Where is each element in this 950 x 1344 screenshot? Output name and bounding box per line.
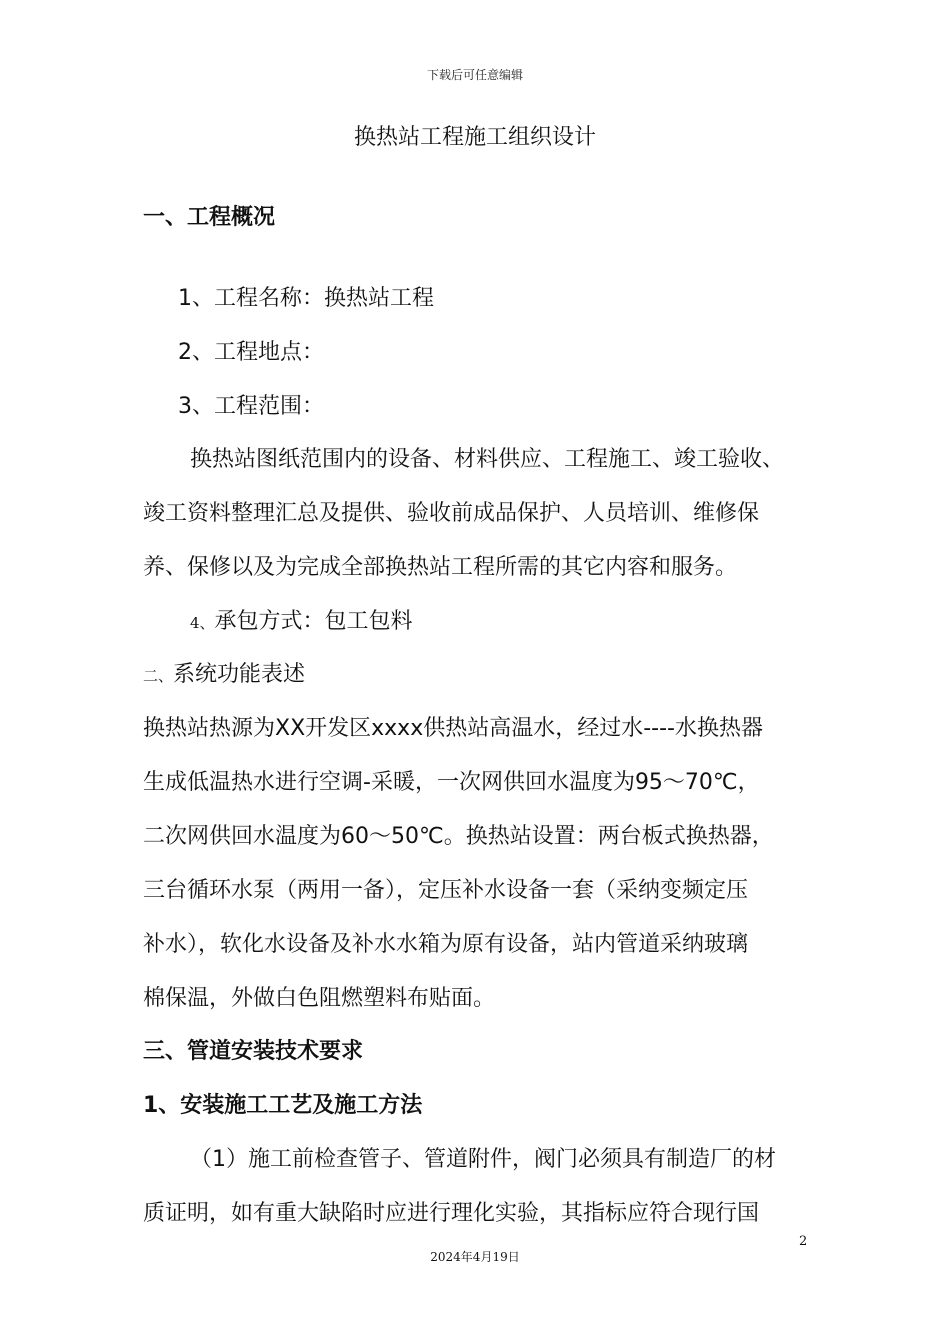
section-3-subheading: 1、安装施工工艺及施工方法 bbox=[143, 1093, 423, 1118]
section-2-line-6: 棉保温，外做白色阻燃塑料布贴面。 bbox=[143, 986, 496, 1011]
section-1-item-1: 1、工程名称：换热站工程 bbox=[178, 286, 434, 311]
document-title: 换热站工程施工组织设计 bbox=[353, 125, 596, 150]
section-1-item-3: 3、工程范围： bbox=[178, 394, 324, 419]
page-header-note: 下载后可任意编辑 bbox=[426, 68, 523, 82]
section-2-prefix: 二、 bbox=[143, 667, 174, 685]
section-2-heading bbox=[143, 657, 305, 688]
section-1-heading: 一、工程概况 bbox=[143, 205, 276, 230]
item-4-prefix: 4、 bbox=[190, 614, 215, 632]
scope-line-1: 换热站图纸范围内的设备、材料供应、工程施工、竣工验收、 bbox=[190, 447, 785, 472]
section-1-item-4 bbox=[190, 604, 413, 635]
section-2-line-5: 补水），软化水设备及补水水箱为原有设备，站内管道采纳玻璃 bbox=[143, 932, 749, 957]
section-3-para-line-1: （1）施工前检查管子、管道附件，阀门必须具有制造厂的材 bbox=[190, 1147, 776, 1172]
page-number: 2 bbox=[799, 1234, 808, 1249]
section-3-para-line-2: 质证明，如有重大缺陷时应进行理化实验，其指标应符合现行国 bbox=[143, 1201, 760, 1226]
footer-date: 2024年4月19日 bbox=[430, 1250, 520, 1264]
section-3-heading: 三、管道安装技术要求 bbox=[143, 1039, 364, 1064]
section-2-line-3: 二次网供回水温度为60～50℃。换热站设置：两台板式换热器， bbox=[143, 824, 774, 849]
section-2-heading-text: 系统功能表述 bbox=[173, 662, 306, 687]
section-2-line-2: 生成低温热水进行空调-采暖，一次网供回水温度为95～70℃， bbox=[143, 770, 760, 795]
section-2-line-4: 三台循环水泵（两用一备），定压补水设备一套（采纳变频定压 bbox=[143, 878, 749, 903]
item-4-text: 承包方式：包工包料 bbox=[214, 609, 413, 634]
section-2-line-1: 换热站热源为XX开发区xxxx供热站高温水，经过水----水换热器 bbox=[143, 716, 763, 741]
scope-line-2: 竣工资料整理汇总及提供、验收前成品保护、人员培训、维修保 bbox=[143, 501, 760, 526]
section-1-item-2: 2、工程地点： bbox=[178, 340, 324, 365]
scope-line-3: 养、保修以及为完成全部换热站工程所需的其它内容和服务。 bbox=[143, 555, 738, 580]
